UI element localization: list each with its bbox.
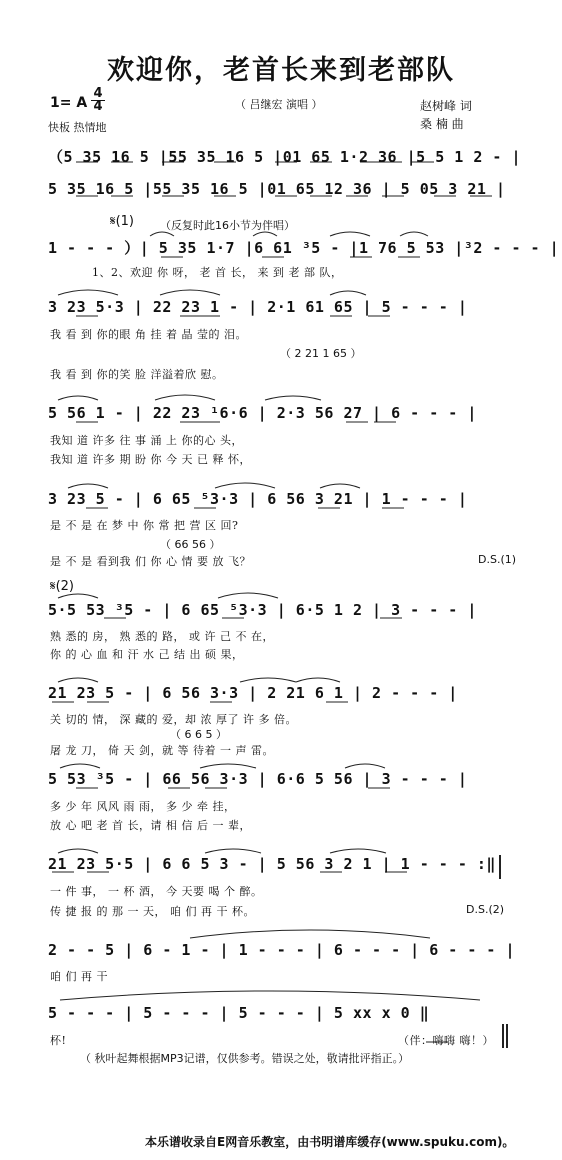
notation-line: 2 - - 5 | 6 - 1 - | 1 - - - | 6 - - - | 6 - - - | [48,941,516,959]
notation-line: 5 - - - | 5 - - - | 5 - - - | 5 xx x 0 ‖ [48,1004,430,1022]
segno-1-note: （反复时此16小节为伴唱） [160,219,295,232]
lyric-verse-2: 放 心 吧 老 首 长，请 相 信 后 一 辈， [50,819,251,832]
intro-line-1: （5 35 16 5 |55 35 16 5 |01 65 1·2 36 |5 5 1 2 - | [48,148,521,166]
tempo-marking: 快板 热情地 [48,121,107,134]
singer-credit: （ 吕继宏 演唱 ） [235,98,323,111]
lyric-verse-2: 屠 龙 刀， 倚 天 剑，就 等 待着 一 声 雷。 [50,744,274,757]
notation-line: 1 - - - ）| 5 35 1·7 |6 61 ³5 - |1 76 5 53 |³2 - - - | [48,239,560,257]
key-signature: 1= A [50,95,88,111]
time-numerator: 4 [93,86,103,101]
intro-line-2: 5 35 16 5 |55 35 16 5 |01 65 12 36 | 5 05 3 21 | [48,180,506,198]
time-denominator: 4 [91,100,105,113]
lyric-verse-2: 是 不 是 看到我 们 你 心 情 要 放 飞？ [50,555,251,568]
lyric-accompaniment: （伴：嗨嗨 嗨！） [398,1034,494,1047]
lyric-verse-1: 1、2、欢迎 你 呀， 老 首 长， 来 到 老 部 队， [92,266,343,279]
dal-segno-1: D.S.(1) [478,553,517,566]
notation-line: 3 23 5 - | 6 65 ⁵3·3 | 6 56 3 21 | 1 - - - | [48,490,468,508]
time-signature [91,88,105,113]
notation-line: 21 23 5·5 | 6 6 5 3 - | 5 56 3 2 1 | 1 - - - :‖ [48,855,496,873]
lyric-verse-1: 咱 们 再 干 [50,970,108,983]
lyric-verse-1: 我知 道 许多 往 事 涌 上 你的心 头， [50,434,243,447]
notation-line: 3 23 5·3 | 22 23 1 - | 2·1 61 65 | 5 - - - | [48,298,468,316]
lyric-verse-1: 一 件 事， 一 杯 酒， 今 天要 喝 个 醉。 [50,885,263,898]
lyric-verse-1: 我 看 到 你的眼 角 挂 着 晶 莹的 泪。 [50,328,247,341]
lyric-verse-2: 我知 道 许多 期 盼 你 今 天 已 释 怀， [50,453,251,466]
transcription-footnote: （ 秋叶起舞根据MP3记谱，仅供参考。错误之处，敬请批评指正。） [80,1052,410,1065]
notation-line: 5 56 1 - | 22 23 ¹6·6 | 2·3 56 27 | 6 - - - | [48,404,477,422]
notation-line: 5 53 ³5 - | 66 56 3·3 | 6·6 5 56 | 3 - - - | [48,770,468,788]
lyric-verse-1: 是 不 是 在 梦 中 你 常 把 营 区 回? [50,519,239,532]
lyric-verse-2: 你 的 心 血 和 汗 水 己 结 出 硕 果， [50,648,244,661]
lyric-verse-2: 传 捷 报 的 那 一 天， 咱 们 再 干 杯。 [50,905,255,918]
accompaniment-notes: （ 2 21 1 65 ） [280,347,362,360]
segno-2: 𝄋(2) [50,579,75,594]
segno-1: 𝄋(1) [110,214,135,229]
composer-credit: 桑 楠 曲 [420,117,464,131]
lyric-verse-1: 多 少 年 风风 雨 雨， 多 少 牵 挂， [50,800,236,813]
lyric-verse-1: 关 切的 情， 深 藏的 爱，却 浓 厚了 许 多 倍。 [50,713,297,726]
source-credit: 本乐谱收录自E网音乐教室，由书明谱库缓存(www.spuku.com)。 [145,1135,515,1149]
dal-segno-2: D.S.(2) [466,903,505,916]
notation-line: 21 23 5 - | 6 56 3·3 | 2 21 6 1 | 2 - - - | [48,684,458,702]
notation-line: 5·5 53 ³5 - | 6 65 ⁵3·3 | 6·5 1 2 | 3 - - - | [48,601,477,619]
lyric-verse-1: 杯! [50,1034,67,1047]
accompaniment-notes: （ 6 6 5 ） [170,728,227,741]
accompaniment-notes: （ 66 56 ） [160,538,221,551]
lyricist-credit: 赵树峰 词 [420,99,472,113]
lyric-verse-2: 我 看 到 你的笑 脸 洋溢着欣 慰。 [50,368,224,381]
song-title: 欢迎你，老首长来到老部队 [107,55,455,86]
lyric-verse-1: 熟 悉的 房， 熟 悉的 路， 或 许 己 不 在， [50,630,274,643]
